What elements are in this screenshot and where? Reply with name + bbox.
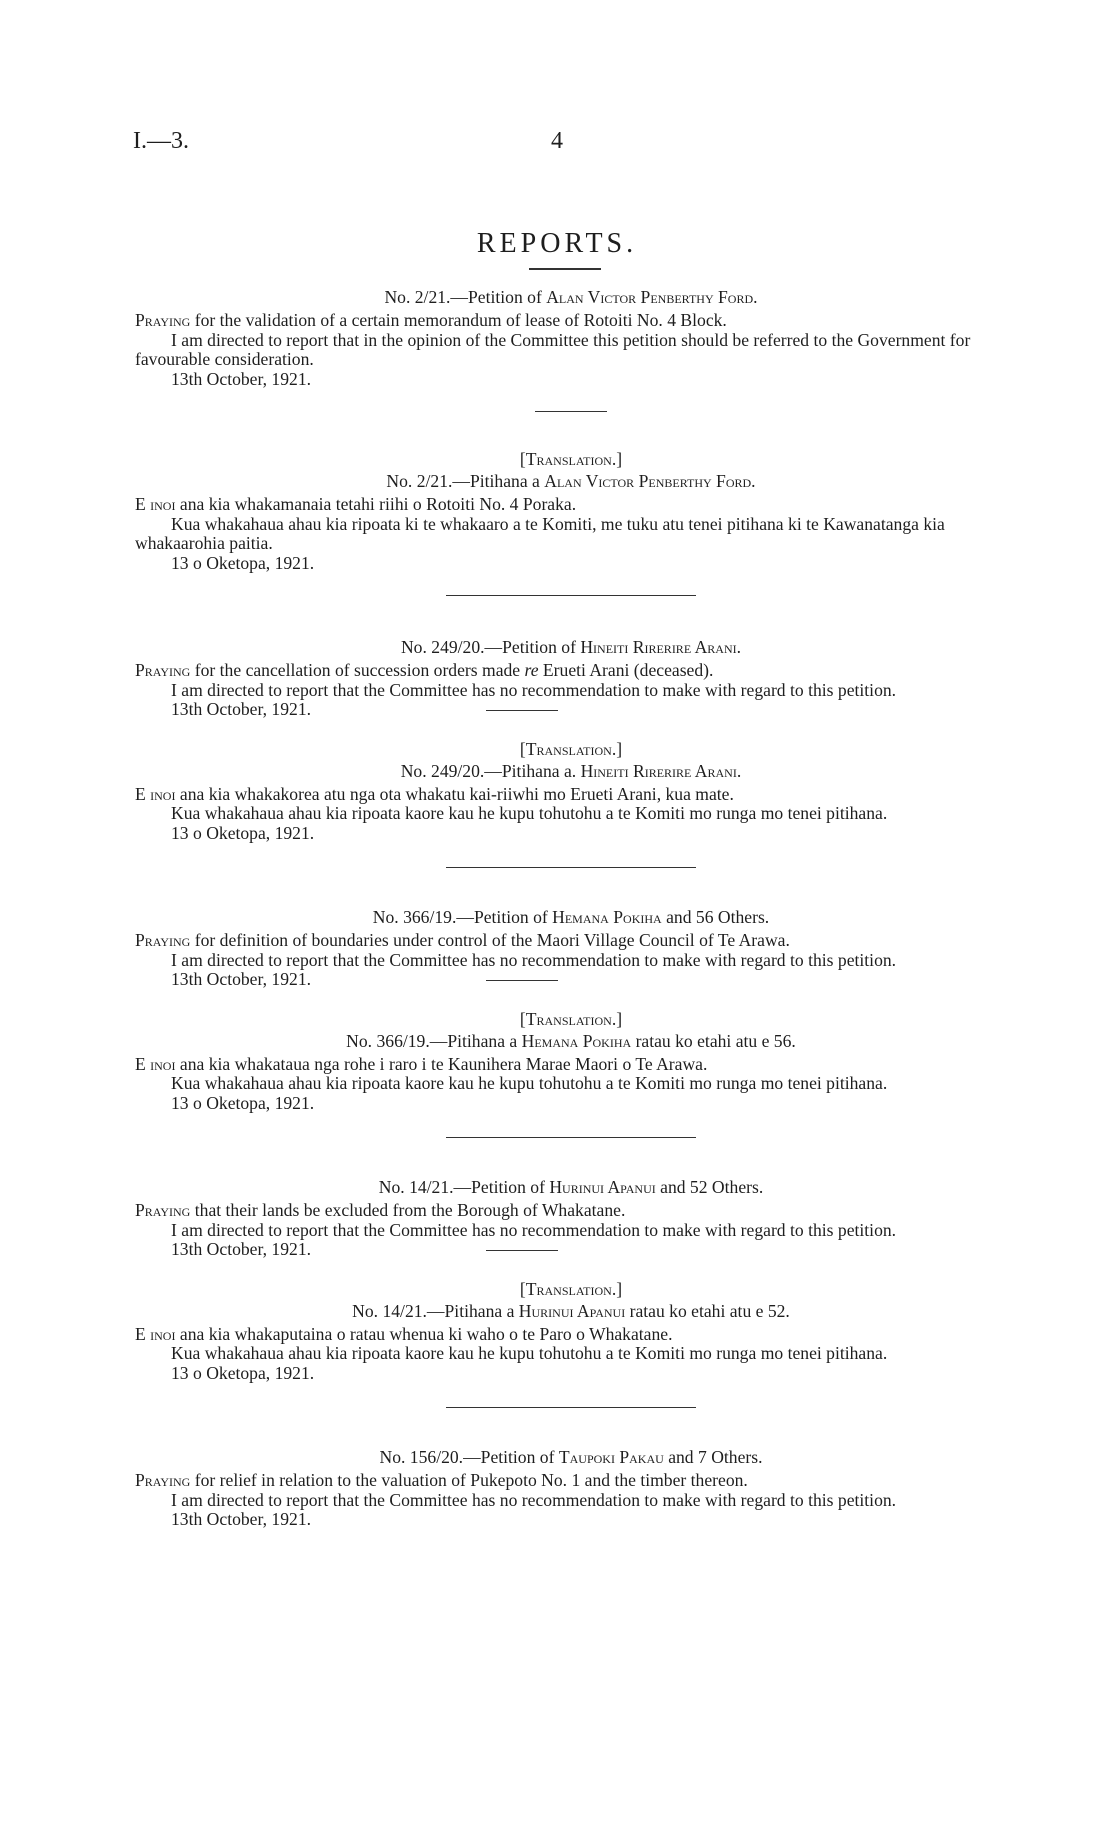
petitioner-name: Hurinui Apanui [549, 1177, 656, 1197]
title-rule [529, 268, 601, 270]
petition-heading: No. 366/19.—Petition of Hemana Pokiha and 56 Others. [372, 907, 770, 927]
translation-report: Kua whakahaua ahau kia ripoata kaore kau he kupu tohutohu a te Komiti mo runga mo tenei pitihana. [171, 803, 888, 823]
translation-date: 13 o Oketopa, 1921. [171, 1362, 315, 1383]
translation-date: 13 o Oketopa, 1921. [171, 822, 315, 843]
translation-label: [Translation.] [519, 449, 623, 469]
petitioner-name: Taupoki Pakau [558, 1447, 664, 1467]
petition-heading: No. 14/21.—Petition of Hurinui Apanui and 52 Others. [378, 1177, 764, 1197]
petition-report [135, 1178, 1007, 1383]
reports-body [135, 288, 1007, 1530]
petition-report [135, 638, 1007, 843]
separator-rule [486, 710, 558, 711]
page-title: REPORTS. [476, 228, 638, 259]
translation-prayer: E inoi ana kia whakakorea atu nga ota whakatu kai-riiwhi mo Erueti Arani, kua mate. [135, 783, 734, 804]
report-text: I am directed to report that in the opinion of the Committee this petition should be referred to the Government for favourable consideration. [135, 329, 971, 369]
separator-rule [486, 980, 558, 981]
prayer-text: Praying for definition of boundaries under control of the Maori Village Council of Te Arawa. [135, 930, 790, 950]
translation-report: Kua whakahaua ahau kia ripoata kaore kau he kupu tohutohu a te Komiti mo runga mo tenei pitihana. [171, 1343, 888, 1363]
report-text: I am directed to report that the Committee has no recommendation to make with regard to this petition. [171, 949, 897, 970]
report-date: 13th October, 1921. [135, 1240, 1007, 1260]
translation-report: Kua whakahaua ahau kia ripoata ki te whakaaro a te Komiti, me tuku atu tenei pitihana ki te Kawanatanga kia whakaarohia paitia. [135, 513, 945, 553]
petition-heading: No. 249/20.—Petition of Hineiti Rirerire Arani. [400, 637, 742, 657]
translation-heading: No. 2/21.—Pitihana a Alan Victor Penberthy Ford. [386, 471, 756, 491]
petition-heading: No. 2/21.—Petition of Alan Victor Penberthy Ford. [384, 287, 758, 307]
report-date: 13th October, 1921. [135, 970, 1007, 990]
petition-report [135, 1448, 1007, 1530]
report-text: I am directed to report that the Committee has no recommendation to make with regard to this petition. [171, 679, 897, 700]
section-divider [446, 1137, 696, 1138]
translation-report: Kua whakahaua ahau kia ripoata kaore kau he kupu tohutohu a te Komiti mo runga mo tenei pitihana. [171, 1073, 888, 1093]
prayer-text: Praying for the cancellation of succession orders made re Erueti Arani (deceased). [135, 660, 714, 680]
report-date: 13th October, 1921. [171, 368, 312, 389]
translation-heading: No. 249/20.—Pitihana a. Hineiti Rirerire Arani. [400, 760, 742, 781]
section-divider [446, 595, 696, 596]
petitioner-name: Hemana Pokiha [552, 907, 662, 927]
page-number: 4 [551, 128, 563, 154]
translation-date: 13 o Oketopa, 1921. [171, 1092, 315, 1113]
document-reference: I.—3. [133, 128, 189, 154]
petition-report [135, 288, 1007, 573]
petition-report [135, 908, 1007, 1113]
translation-prayer: E inoi ana kia whakataua nga rohe i raro i te Kaunihera Marae Maori o Te Arawa. [135, 1053, 708, 1074]
petitioner-name: Alan Victor Penberthy Ford [546, 287, 754, 307]
separator-rule [486, 1250, 558, 1251]
translation-prayer: E inoi ana kia whakaputaina o ratau whenua ki waho o te Paro o Whakatane. [135, 1323, 673, 1344]
petitioner-name: Hineiti Rirerire Arani [580, 637, 737, 657]
section-divider [446, 1407, 696, 1408]
translation-heading: No. 366/19.—Pitihana a Hemana Pokiha ratau ko etahi atu e 56. [346, 1030, 796, 1051]
petition-heading: No. 156/20.—Petition of Taupoki Pakau and 7 Others. [379, 1447, 763, 1467]
translation-prayer: E inoi ana kia whakamanaia tetahi riihi o Rotoiti No. 4 Poraka. [135, 494, 577, 514]
translation-heading: No. 14/21.—Pitihana a Hurinui Apanui ratau ko etahi atu e 52. [352, 1300, 790, 1321]
prayer-text: Praying that their lands be excluded from the Borough of Whakatane. [135, 1200, 626, 1220]
page-header [133, 128, 981, 158]
translation-label: [Translation.] [519, 1278, 623, 1299]
prayer-text: Praying for the validation of a certain memorandum of lease of Rotoiti No. 4 Block. [135, 310, 727, 330]
report-text: I am directed to report that the Committee has no recommendation to make with regard to this petition. [171, 1489, 897, 1510]
translation-date: 13 o Oketopa, 1921. [171, 552, 315, 573]
report-text: I am directed to report that the Committee has no recommendation to make with regard to this petition. [171, 1219, 897, 1240]
report-date: 13th October, 1921. [135, 700, 1007, 720]
prayer-text: Praying for relief in relation to the valuation of Pukepoto No. 1 and the timber thereon. [135, 1470, 748, 1490]
report-date: 13th October, 1921. [171, 1509, 312, 1529]
separator-rule [535, 411, 607, 412]
translation-label: [Translation.] [519, 738, 623, 759]
section-divider [446, 867, 696, 868]
translation-label: [Translation.] [519, 1008, 623, 1029]
